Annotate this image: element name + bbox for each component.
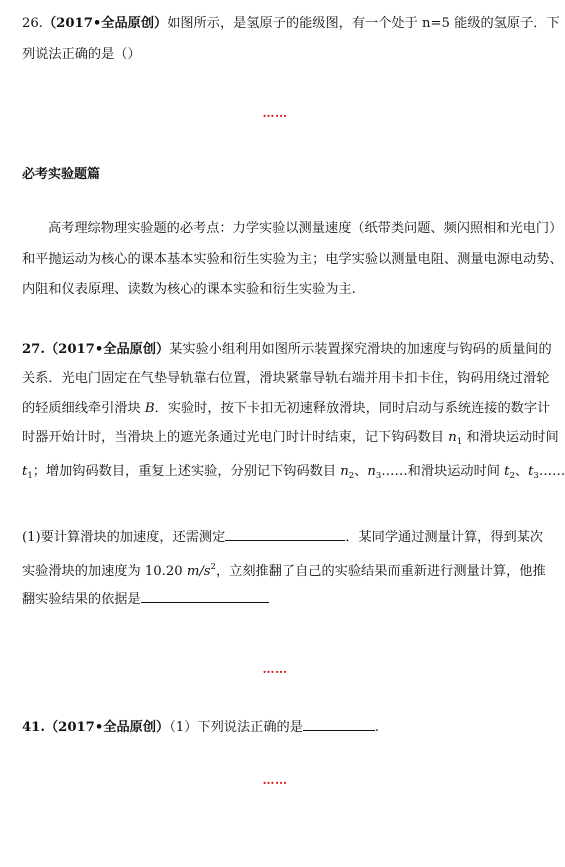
question-26-number: 26. — [22, 16, 43, 31]
question-41-text: （1）下列说法正确的是 — [169, 720, 303, 735]
question-27-line-5 — [22, 457, 565, 491]
question-41 — [22, 715, 534, 740]
part-1-text-1a: (1)要计算滑块的加速度，还需测定 — [22, 530, 226, 545]
question-27-line-2 — [22, 364, 550, 393]
symbol-t3: t — [528, 464, 534, 480]
question-27-text-3c: ．实验时，按下卡扣无初速释放滑块，同时启动与系统连接的数字计 — [154, 400, 551, 416]
question-27 — [22, 335, 565, 491]
symbol-n3: n — [367, 464, 376, 480]
question-27-line-4 — [22, 423, 559, 457]
symbol-t1: t — [22, 464, 28, 480]
answer-blank-1[interactable] — [225, 529, 345, 541]
part-1-text-2b: ，立刻推翻了自己的实验结果而重新进行测量计算，他推 — [215, 563, 546, 579]
section-intro-line-3 — [22, 275, 534, 306]
question-41-line-1 — [22, 715, 534, 740]
question-27-number: 27. — [22, 342, 45, 357]
question-27-text-5c: …… — [538, 464, 565, 480]
symbol-n3-subscript: 3 — [375, 471, 382, 482]
part-1-line-1 — [22, 524, 544, 553]
question-26-text-2: 列说法正确的是（） — [22, 46, 141, 62]
part-1-line-2 — [22, 553, 546, 587]
acceleration-unit-superscript: 2 — [210, 561, 216, 572]
question-27-text-3a: 的轻质细线牵引滑块 — [22, 400, 145, 416]
part-1-text-3: 翻实验结果的依据是 — [22, 592, 141, 607]
ellipsis-3: …… — [262, 773, 288, 787]
symbol-n2-subscript: 2 — [348, 471, 355, 482]
section-intro-text-2: 和平抛运动为核心的课本基本实验和衍生实验为主；电学实验以测量电阻、测量电源电动势、 — [22, 251, 563, 267]
question-27-text-5b: ……和滑块运动时间 — [381, 464, 505, 480]
symbol-t3-subscript: 3 — [533, 471, 539, 482]
section-intro-line-2 — [22, 245, 563, 276]
question-27-text-4a: 时器开始计时，当滑块上的遮光条通过光电门时计时结束，记下钩码数目 — [22, 429, 449, 445]
symbol-n1: n — [448, 429, 457, 445]
section-intro-line-1 — [22, 214, 563, 245]
question-27-text-4b: 和滑块运动时间 — [462, 429, 559, 445]
question-41-number: 41. — [22, 720, 45, 735]
answer-blank-2[interactable] — [141, 591, 269, 603]
separator-2: 、 — [514, 464, 529, 480]
question-41-tag: （2017•全品原创） — [44, 720, 170, 735]
question-27-text-2: 关系．光电门固定在气垫导轨靠右位置，滑块紧靠导轨右端并用卡扣卡住，钩码用绕过滑轮 — [22, 371, 550, 387]
acceleration-unit: m/s — [186, 563, 211, 579]
question-27-line-3 — [22, 394, 551, 423]
section-intro-text-3: 内阻和仪表原理、读数为核心的课本实验和衍生实验为主. — [22, 282, 356, 297]
answer-blank-3[interactable] — [303, 719, 375, 731]
part-1-text-1b: ．某同学通过测量计算，得到某次 — [345, 530, 544, 545]
question-26-tag: （2017•全品原创） — [42, 16, 168, 31]
symbol-t2: t — [504, 464, 510, 480]
symbol-t1-subscript: 1 — [27, 471, 33, 482]
ellipsis-2: …… — [262, 662, 288, 676]
question-27-line-1 — [22, 335, 552, 364]
ellipsis-1: …… — [262, 106, 288, 120]
section-intro — [22, 214, 563, 306]
question-26-line-1 — [22, 9, 560, 40]
symbol-n2: n — [340, 464, 349, 480]
question-26 — [22, 9, 560, 70]
separator: 、 — [354, 464, 368, 480]
symbol-t2-subscript: 2 — [509, 471, 515, 482]
question-27-tag: （2017•全品原创） — [44, 342, 170, 357]
part-1-text-2a: 实验滑块的加速度为 10.20 — [22, 563, 187, 579]
question-27-text-1: 某实验小组利用如图所示装置探究滑块的加速度与钩码的质量间的 — [169, 342, 552, 357]
question-27-text-5a: ；增加钩码数目，重复上述实验，分别记下钩码数目 — [32, 464, 341, 480]
question-27-part-1 — [22, 524, 546, 615]
slider-label-b: B — [144, 400, 155, 416]
symbol-n1-subscript: 1 — [456, 436, 463, 447]
part-1-line-3 — [22, 586, 534, 615]
question-41-end: . — [374, 720, 380, 735]
section-heading: 必考实验题篇 — [22, 167, 101, 182]
section-intro-text-1: 高考理综物理实验题的必考点：力学实验以测量速度（纸带类问题、频闪照相和光电门） — [48, 221, 563, 236]
question-26-text-1: 如图所示，是氢原子的能级图，有一个处于 n=5 能级的氢原子．下 — [167, 16, 560, 31]
question-26-line-2 — [22, 40, 534, 71]
